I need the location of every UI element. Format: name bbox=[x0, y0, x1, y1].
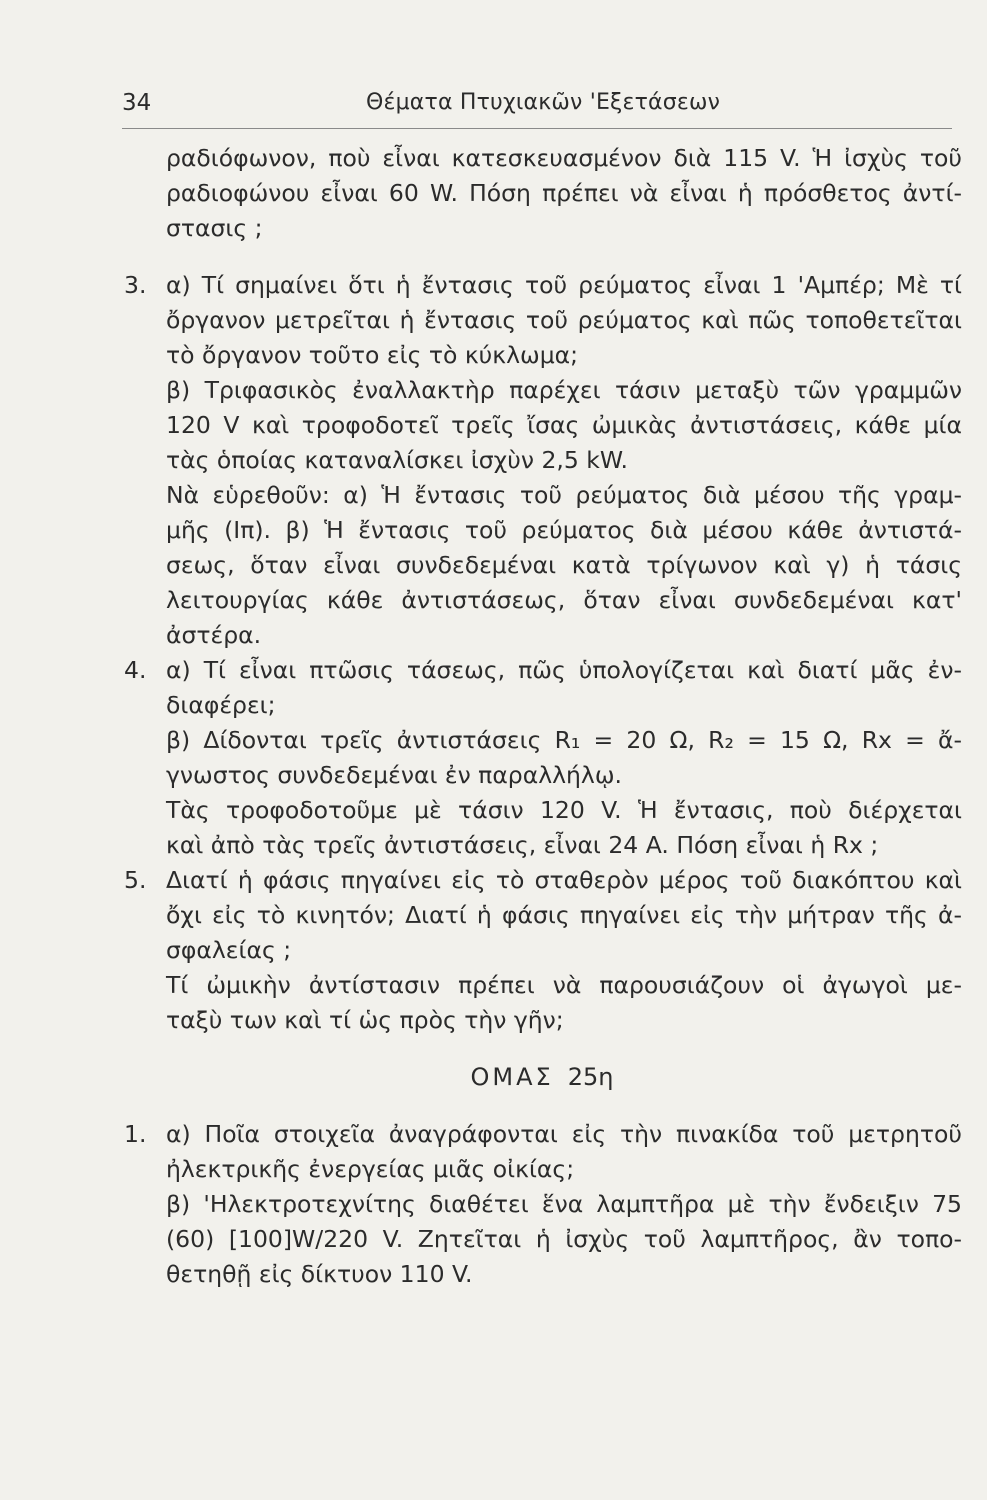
spacer bbox=[122, 1038, 962, 1060]
spacer bbox=[122, 1095, 962, 1117]
text-line: ἀστέρα. bbox=[166, 621, 262, 649]
line-text: α) Τί εἶναι πτῶσις τάσεως, πῶς ὑπολογίζεται καὶ διατί μᾶς ἐν- bbox=[166, 656, 962, 684]
text-line: (60) [100]W/220 V. Ζητεῖται ἡ ἰσχὺς τοῦ λαμπτῆρος, ἂν τοπο- bbox=[166, 1225, 962, 1253]
text-line: λειτουργίας κάθε ἀντιστάσεως, ὅταν εἶναι συνδεδεμέναι κατ' bbox=[166, 586, 962, 614]
page-number: 34 bbox=[122, 90, 152, 116]
text-line bbox=[122, 863, 962, 898]
text-line: β) Τριφασικὸς ἐναλλακτὴρ παρέχει τάσιν μεταξὺ τῶν γραμμῶν bbox=[166, 376, 962, 404]
text-line: Τὰς τροφοδοτοῦμε μὲ τάσιν 120 V. Ἡ ἔντασις, ποὺ διέρχεται bbox=[166, 796, 962, 824]
text-line: σφαλείας ; bbox=[166, 936, 292, 964]
text-line: ὄχι εἰς τὸ κινητόν; Διατί ἡ φάσις πηγαίνει εἰς τὴν μήτραν τῆς ἀ- bbox=[166, 901, 962, 929]
question-number: 5. bbox=[124, 866, 147, 894]
section-heading bbox=[122, 1060, 962, 1095]
text-line: ἠλεκτρικῆς ἐνεργείας μιᾶς οἰκίας; bbox=[166, 1155, 575, 1183]
line-text: Διατί ἡ φάσις πηγαίνει εἰς τὸ σταθερὸν μέρος τοῦ διακόπτου καὶ bbox=[166, 866, 962, 894]
header-title: Θέματα Πτυχιακῶν 'Εξετάσεων bbox=[366, 90, 721, 115]
question-number: 4. bbox=[124, 656, 147, 684]
text-line bbox=[122, 653, 962, 688]
text-line: β) Δίδονται τρεῖς ἀντιστάσεις R₁ = 20 Ω, R₂ = 15 Ω, Rx = ἄ- bbox=[166, 726, 962, 754]
spacer bbox=[122, 246, 962, 268]
text-line: γνωστος συνδεδεμέναι ἐν παραλλήλῳ. bbox=[166, 761, 622, 789]
text-line: τὰς ὁποίας καταναλίσκει ἰσχὺν 2,5 kW. bbox=[166, 446, 628, 474]
section-heading-label: ΟΜΑΣ bbox=[470, 1063, 554, 1091]
text-line: καὶ ἀπὸ τὰς τρεῖς ἀντιστάσεις, εἶναι 24 A. Πόση εἶναι ἡ Rx ; bbox=[166, 831, 879, 859]
line-text: α) Τί σημαίνει ὅτι ἡ ἔντασις τοῦ ρεύματος εἶναι 1 'Αμπέρ; Μὲ τί bbox=[166, 271, 962, 299]
text-line: Τί ὠμικὴν ἀντίστασιν πρέπει νὰ παρουσιάζουν οἱ ἀγωγοὶ με- bbox=[166, 971, 962, 999]
question-number: 1. bbox=[124, 1120, 147, 1148]
text-line bbox=[122, 268, 962, 303]
line-text: α) Ποῖα στοιχεῖα ἀναγράφονται εἰς τὴν πινακίδα τοῦ μετρητοῦ bbox=[166, 1120, 962, 1148]
question-number: 3. bbox=[124, 271, 147, 299]
text-line: τὸ ὄργανον τοῦτο εἰς τὸ κύκλωμα; bbox=[166, 341, 579, 369]
text-line: διαφέρει; bbox=[166, 691, 276, 719]
text-line: β) 'Ηλεκτροτεχνίτης διαθέτει ἕνα λαμπτῆρα μὲ τὴν ἔνδειξιν 75 bbox=[166, 1190, 962, 1218]
running-header bbox=[122, 90, 952, 124]
text-line: ὄργανον μετρεῖται ἡ ἔντασις τοῦ ρεύματος καὶ πῶς τοποθετεῖται bbox=[166, 306, 962, 334]
text-line: μῆς (Iπ). β) Ἡ ἔντασις τοῦ ρεύματος διὰ μέσου κάθε ἀντιστά- bbox=[166, 516, 962, 544]
text-line: ραδιόφωνον, ποὺ εἶναι κατεσκευασμένον διὰ 115 V. Ἡ ἰσχὺς τοῦ bbox=[166, 144, 962, 172]
text-line: στασις ; bbox=[166, 214, 263, 242]
text-line: 120 V καὶ τροφοδοτεῖ τρεῖς ἴσας ὠμικὰς ἀντιστάσεις, κάθε μία bbox=[166, 411, 962, 439]
text-line: ραδιοφώνου εἶναι 60 W. Πόση πρέπει νὰ εἶναι ἡ πρόσθετος ἀντί- bbox=[166, 179, 962, 207]
header-rule bbox=[122, 128, 952, 129]
body-text bbox=[122, 141, 962, 1292]
text-line: Νὰ εὑρεθοῦν: α) Ἡ ἔντασις τοῦ ρεύματος διὰ μέσου τῆς γραμ- bbox=[166, 481, 962, 509]
text-line: σεως, ὅταν εἶναι συνδεδεμέναι κατὰ τρίγωνον καὶ γ) ἡ τάσις bbox=[166, 551, 962, 579]
text-line bbox=[122, 1117, 962, 1152]
section-heading-number: 25η bbox=[567, 1063, 614, 1091]
text-line: ταξὺ των καὶ τί ὡς πρὸς τὴν γῆν; bbox=[166, 1006, 564, 1034]
text-line: θετηθῇ εἰς δίκτυον 110 V. bbox=[166, 1260, 473, 1288]
